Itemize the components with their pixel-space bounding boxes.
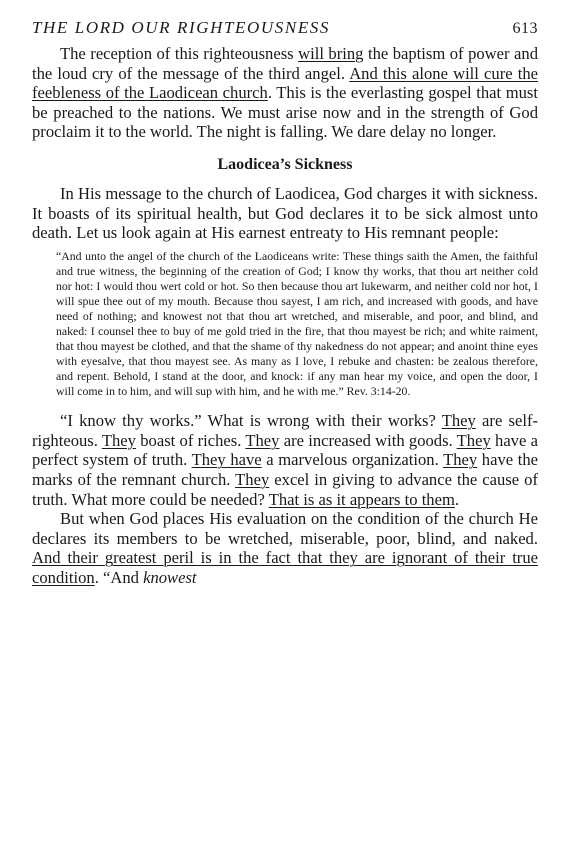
underlined-word: They — [235, 470, 270, 489]
text-run: But when God places His evaluation on the condition of the church He declares its members to be wretched, miserable, poor, blind, and naked. — [32, 509, 538, 548]
section-heading: Laodicea’s Sickness — [217, 155, 353, 173]
text-run: have the marks of the remnant church. — [32, 450, 538, 489]
underlined-word: They have — [191, 450, 262, 470]
underlined-phrase: And their greatest peril is in the fact that they are ignorant of their true condition — [32, 548, 538, 587]
italic-word: knowest — [143, 567, 197, 587]
text-run: are self-righteous. — [32, 411, 538, 450]
text-run: are increased with goods. — [279, 430, 457, 450]
page-number: 613 — [512, 20, 538, 37]
text-run: The reception of this righteousness — [60, 44, 299, 63]
text-run: . — [454, 489, 460, 509]
text-run: excel in giving to advance the cause of truth. What more could be needed? — [32, 470, 538, 509]
paragraph-laodicea: In His message to the church of Laodicea, God charges it with sickness. It boasts of its spiritual health, but God declares it to be sick almost unto death. Let us look again at His earnest entreaty to His remnant people: — [32, 183, 538, 243]
text-run: “I know thy works.” What is wrong with their works? — [60, 411, 442, 431]
underlined-word: They — [443, 450, 478, 470]
underlined-phrase: will bring — [298, 44, 364, 63]
text-run: . “And — [94, 567, 144, 587]
paragraph-works — [32, 411, 538, 509]
running-title: THE LORD OUR RIGHTEOUSNESS — [32, 18, 331, 37]
text-run: a marvelous organization. — [261, 450, 444, 470]
underlined-word: They — [101, 430, 136, 450]
underlined-phrase: And this alone will cure the feebleness of the Laodicean church — [32, 63, 538, 103]
paragraph-evaluation — [32, 509, 538, 587]
underlined-word: They — [245, 430, 280, 450]
text-run: the baptism of power and the loud cry of the message of the third angel. — [32, 44, 538, 83]
text-run: . This is the everlasting gospel that must be preached to the nations. We must arise now and in the strength of God proclaim it to the world. The night is falling. We dare delay no longer. — [32, 83, 538, 142]
scripture-quote — [32, 249, 538, 399]
underlined-word: They — [441, 411, 476, 431]
quote-text: “And unto the angel of the church of the Laodiceans write: These things saith the Amen, the faithful and true witness, the beginning of the creation of God; I know thy works, that thou art neither cold nor hot: I would thou wert cold or hot. So then because thou art lukewarm, and neither cold nor hot, I will spue thee out of my mouth. Because thou sayest, I am rich, and increased with goods, and have need of nothing; and knowest not that thou art wretched, and miserable, and poor, and blind, and naked: I counsel thee to buy of me gold tried in the fire, that thou mayest be rich; and white raiment, that thou mayest be clothed, and that the shame of thy nakedness do not appear; and anoint thine eyes with eyesalve, that thou mayest see. As many as I love, I rebuke and chasten: be zealous therefore, and repent. Behold, I stand at the door, and knock: if any man hear my voice, and open the door, I will come in to him, and will sup with him, and he with me.” Rev. 3:14-20. — [56, 248, 538, 399]
underlined-phrase: That is as it appears to them — [268, 489, 455, 509]
text-run: have a perfect system of truth. — [32, 430, 538, 470]
running-header — [32, 18, 538, 44]
text-run: boast of riches. — [135, 430, 246, 450]
underlined-word: They — [456, 430, 491, 450]
paragraph-righteousness — [32, 44, 538, 142]
